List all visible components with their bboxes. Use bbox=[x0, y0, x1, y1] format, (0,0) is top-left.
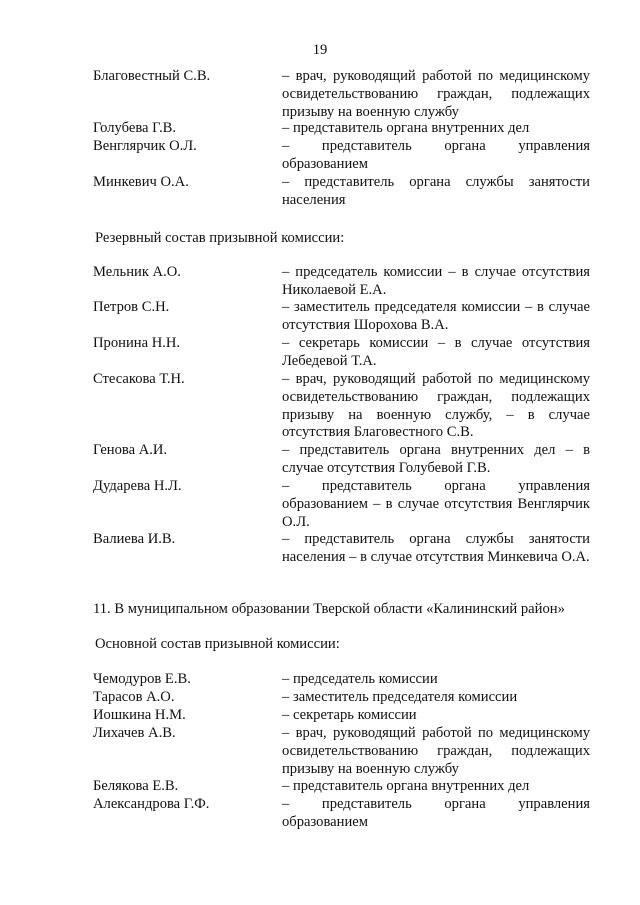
member-row bbox=[93, 796, 590, 832]
member-row bbox=[93, 174, 590, 210]
member-name: Благовестный С.В. bbox=[93, 68, 211, 84]
member-row bbox=[93, 725, 590, 778]
member-role: – представитель органа внутренних дел bbox=[282, 120, 530, 136]
member-row bbox=[93, 442, 590, 478]
member-name: Петров С.Н. bbox=[93, 299, 170, 315]
member-role: – председатель комиссии – в случае отсутствия Николаевой Е.А. bbox=[282, 264, 590, 298]
member-name: Тарасов А.О. bbox=[93, 689, 175, 705]
member-name: Венглярчик О.Л. bbox=[93, 138, 197, 154]
member-name: Чемодуров Е.В. bbox=[93, 671, 191, 687]
member-row bbox=[93, 778, 590, 796]
page-number: 19 bbox=[312, 42, 328, 58]
member-row bbox=[93, 671, 590, 689]
member-name: Мельник А.О. bbox=[93, 264, 181, 280]
member-row bbox=[93, 299, 590, 335]
member-name: Генова А.И. bbox=[93, 442, 168, 458]
member-row bbox=[93, 264, 590, 300]
member-name: Дударева Н.Л. bbox=[93, 478, 182, 494]
member-role: – секретарь комиссии bbox=[282, 707, 417, 723]
member-role: – представитель органа внутренних дел – в случае отсутствия Голубевой Г.В. bbox=[282, 442, 590, 476]
member-name: Минкевич О.А. bbox=[93, 174, 189, 190]
member-row bbox=[93, 68, 590, 121]
member-role: – представитель органа службы занятости населения – в случае отсутствия Минкевича О.А. bbox=[282, 531, 590, 565]
member-name: Голубева Г.В. bbox=[93, 120, 177, 136]
member-name: Александрова Г.Ф. bbox=[93, 796, 210, 812]
member-role: – представитель органа управления образованием bbox=[282, 138, 590, 172]
member-name: Стесакова Т.Н. bbox=[93, 371, 185, 387]
member-row bbox=[93, 531, 590, 567]
member-name: Белякова Е.В. bbox=[93, 778, 179, 794]
member-name: Иошкина Н.М. bbox=[93, 707, 186, 723]
main-heading: Основной состав призывной комиссии: bbox=[95, 636, 340, 652]
member-row bbox=[93, 120, 590, 138]
member-role: – секретарь комиссии – в случае отсутствия Лебедевой Т.А. bbox=[282, 335, 590, 369]
member-name: Пронина Н.Н. bbox=[93, 335, 181, 351]
member-role: – заместитель председателя комиссии bbox=[282, 689, 518, 705]
member-row bbox=[93, 371, 590, 442]
member-row bbox=[93, 335, 590, 371]
member-role: – врач, руководящий работой по медицинскому освидетельствованию граждан, подлежащих призыву на военную службу bbox=[282, 725, 590, 777]
reserve-heading: Резервный состав призывной комиссии: bbox=[95, 230, 345, 246]
district-title: 11. В муниципальном образовании Тверской области «Калининский район» bbox=[93, 601, 565, 617]
member-name: Валиева И.В. bbox=[93, 531, 176, 547]
member-role: – представитель органа внутренних дел bbox=[282, 778, 530, 794]
member-role: – врач, руководящий работой по медицинскому освидетельствованию граждан, подлежащих призыву на военную службу bbox=[282, 68, 590, 120]
member-name: Лихачев А.В. bbox=[93, 725, 176, 741]
member-row bbox=[93, 689, 590, 707]
member-role: – представитель органа службы занятости населения bbox=[282, 174, 590, 208]
member-role: – председатель комиссии bbox=[282, 671, 438, 687]
member-row bbox=[93, 478, 590, 531]
member-row bbox=[93, 138, 590, 174]
member-role: – представитель органа управления образованием – в случае отсутствия Венглярчик О.Л. bbox=[282, 478, 590, 530]
member-row bbox=[93, 707, 590, 725]
member-role: – заместитель председателя комиссии – в случае отсутствия Шорохова В.А. bbox=[282, 299, 590, 333]
member-role: – врач, руководящий работой по медицинскому освидетельствованию граждан, подлежащих призыву на военную службу, – в случае отсутствия Благовестного С.В. bbox=[282, 371, 590, 441]
member-role: – представитель органа управления образованием bbox=[282, 796, 590, 830]
